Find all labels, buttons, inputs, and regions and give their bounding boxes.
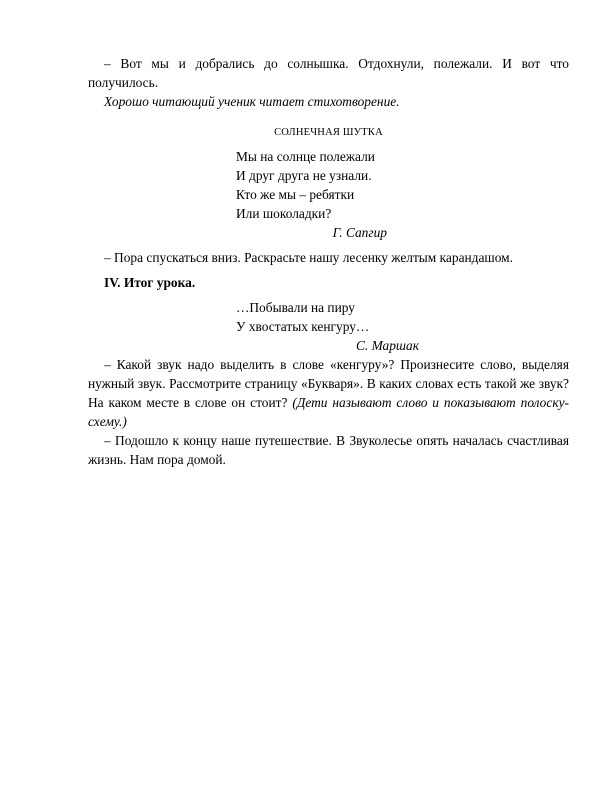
poem-line: И друг друга не узнали. [236,168,372,183]
quote-line: …Побывали на пиру [236,300,355,315]
poem-title: СОЛНЕЧНАЯ ШУТКА [274,127,383,138]
paragraph-ending: – Подошло к концу наше путешествие. В Звуколесье опять началась счастливая жизнь. Нам пора домой. [88,433,569,467]
quote-line: У хвостатых кенгуру… [236,319,370,334]
quote-block [236,298,569,336]
paragraph-question [88,355,569,431]
paragraph-descend: – Пора спускаться вниз. Раскрасьте нашу лесенку желтым карандашом. [104,250,514,265]
paragraph-intro: – Вот мы и добрались до солнышка. Отдохнули, полежали. И вот что получилось. [88,56,569,90]
question-note: (Дети называют слово и показывают полоску-схему.) [88,395,569,429]
question-text: – Какой звук надо выделить в слове «кенгуру»? Произнесите слово, выделяя нужный звук. Рассмотрите страницу «Букваря». В каких словах есть такой же звук? На каком месте в слове он стоит? [88,357,569,410]
paragraph-instruction: Хорошо читающий ученик читает стихотворение. [104,94,400,109]
poem-line: Кто же мы – ребятки [236,187,355,202]
poem-author: Г. Сапгир [332,225,387,240]
document-page [88,54,569,469]
poem-line: Или шоколадки? [236,206,332,221]
poem-block [236,147,569,223]
quote-author: С. Маршак [355,338,419,353]
poem-line: Мы на солнце полежали [236,149,375,164]
section-heading: IV. Итог урока. [104,275,196,290]
